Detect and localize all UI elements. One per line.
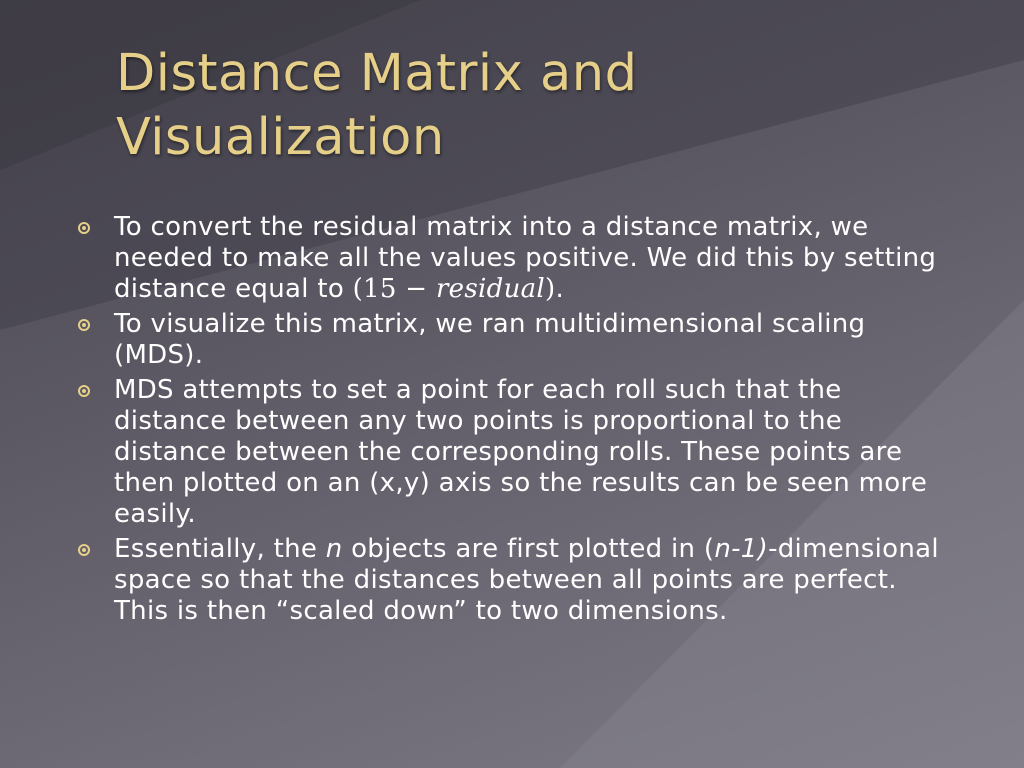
math-open: (15 −: [352, 274, 436, 304]
bullet-item-dimension-reduction: [76, 534, 956, 627]
slide-title-line-2: Visualization: [116, 108, 445, 167]
math-expression: [353, 274, 556, 304]
circle-dot-icon: [78, 385, 90, 397]
bullet-text-middle: objects are first plotted in (: [342, 534, 715, 564]
circle-dot-icon: [78, 222, 90, 234]
italic-n: n: [325, 534, 343, 564]
bullet-item-mds: [76, 309, 956, 371]
bullet-item-distance-conversion: [76, 212, 956, 305]
math-close: ): [545, 274, 556, 304]
slide-title-line-1: Distance Matrix and: [116, 44, 638, 103]
bullet-text: MDS attempts to set a point for each roll such that the distance between any two points is proportional to the distance between the corresponding rolls. These points are then plotted on an (x,y) axis so the results can be seen more easily.: [114, 375, 928, 529]
circle-dot-icon: [78, 544, 90, 556]
italic-n-minus-1: n-1): [714, 534, 769, 564]
bullet-text: To convert the residual matrix into a distance matrix, we needed to make all the values positive. We did this by setting distance equal to: [114, 212, 937, 304]
slide-title: [116, 42, 936, 170]
bullet-text-start: Essentially, the: [114, 534, 326, 564]
bullet-item-mds-explanation: [76, 375, 956, 530]
circle-dot-icon: [78, 319, 90, 331]
bullet-list: [76, 212, 956, 631]
bullet-text-end: .: [555, 274, 565, 304]
bullet-text-end: -dimensional space so that the distances between all points are perfect. This is then “scaled down” to two dimensions.: [114, 534, 939, 626]
math-variable: residual: [435, 274, 546, 304]
bullet-text: To visualize this matrix, we ran multidimensional scaling (MDS).: [114, 309, 866, 370]
